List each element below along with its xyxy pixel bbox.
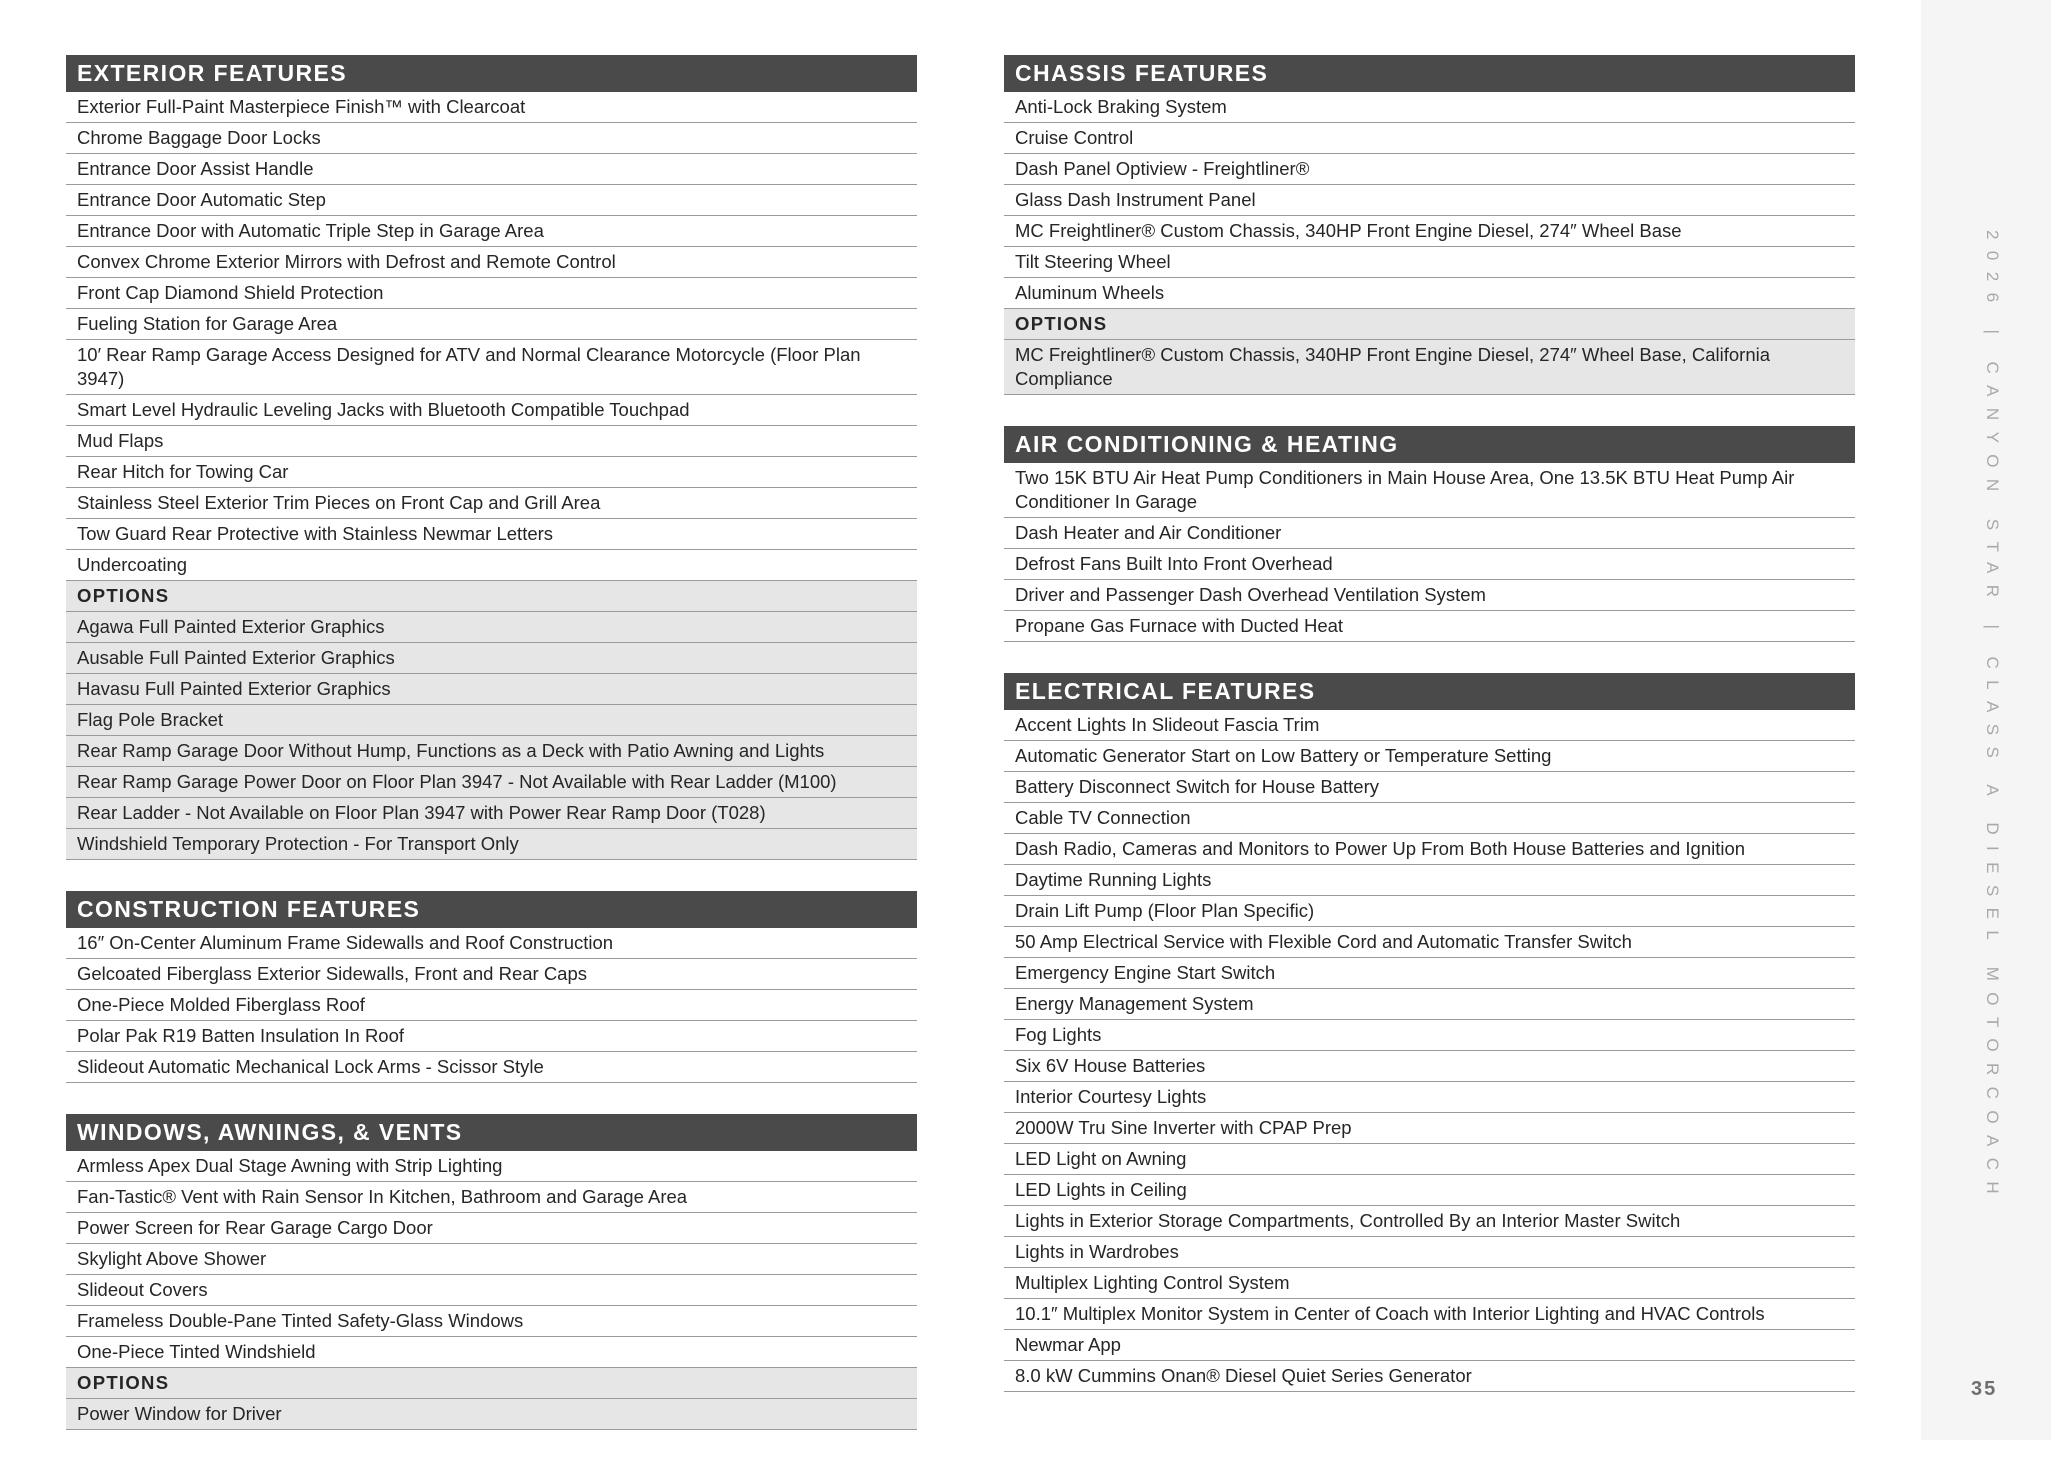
section-exterior-features xyxy=(66,55,917,860)
feature-item: Lights in Exterior Storage Compartments, Controlled By an Interior Master Switch xyxy=(1004,1206,1855,1237)
right-column xyxy=(1004,55,1855,1423)
options-label: OPTIONS xyxy=(1004,309,1855,340)
feature-item: Entrance Door Automatic Step xyxy=(66,185,917,216)
feature-item: Skylight Above Shower xyxy=(66,1244,917,1275)
page-number: 35 xyxy=(1971,1378,1998,1400)
option-item: Rear Ramp Garage Door Without Hump, Functions as a Deck with Patio Awning and Lights xyxy=(66,736,917,767)
options-label: OPTIONS xyxy=(66,1368,917,1399)
feature-item: Tilt Steering Wheel xyxy=(1004,247,1855,278)
section-chassis-features xyxy=(1004,55,1855,395)
feature-item: Battery Disconnect Switch for House Battery xyxy=(1004,772,1855,803)
option-item: Ausable Full Painted Exterior Graphics xyxy=(66,643,917,674)
feature-item: Polar Pak R19 Batten Insulation In Roof xyxy=(66,1021,917,1052)
left-column xyxy=(66,55,917,1461)
feature-item: Undercoating xyxy=(66,550,917,581)
feature-item: Entrance Door with Automatic Triple Step in Garage Area xyxy=(66,216,917,247)
feature-item: Frameless Double-Pane Tinted Safety-Glass Windows xyxy=(66,1306,917,1337)
feature-item: Dash Heater and Air Conditioner xyxy=(1004,518,1855,549)
feature-item: Dash Panel Optiview - Freightliner® xyxy=(1004,154,1855,185)
section-header: ELECTRICAL FEATURES xyxy=(1004,673,1855,710)
feature-item: 8.0 kW Cummins Onan® Diesel Quiet Series Generator xyxy=(1004,1361,1855,1392)
feature-item: One-Piece Molded Fiberglass Roof xyxy=(66,990,917,1021)
feature-item: Two 15K BTU Air Heat Pump Conditioners in Main House Area, One 13.5K BTU Heat Pump Air Conditioner In Garage xyxy=(1004,463,1855,518)
feature-item: Six 6V House Batteries xyxy=(1004,1051,1855,1082)
feature-item: Multiplex Lighting Control System xyxy=(1004,1268,1855,1299)
feature-item: Exterior Full-Paint Masterpiece Finish™ with Clearcoat xyxy=(66,92,917,123)
section-header: CONSTRUCTION FEATURES xyxy=(66,891,917,928)
option-item: MC Freightliner® Custom Chassis, 340HP Front Engine Diesel, 274″ Wheel Base, California Compliance xyxy=(1004,340,1855,395)
feature-item: 10.1″ Multiplex Monitor System in Center of Coach with Interior Lighting and HVAC Controls xyxy=(1004,1299,1855,1330)
options-label: OPTIONS xyxy=(66,581,917,612)
feature-item: Rear Hitch for Towing Car xyxy=(66,457,917,488)
feature-item: 16″ On-Center Aluminum Frame Sidewalls and Roof Construction xyxy=(66,928,917,959)
option-item: Windshield Temporary Protection - For Transport Only xyxy=(66,829,917,860)
section-windows-awnings-vents xyxy=(66,1114,917,1430)
feature-item: Fueling Station for Garage Area xyxy=(66,309,917,340)
feature-item: Slideout Automatic Mechanical Lock Arms - Scissor Style xyxy=(66,1052,917,1083)
feature-item: 50 Amp Electrical Service with Flexible Cord and Automatic Transfer Switch xyxy=(1004,927,1855,958)
feature-item: Power Screen for Rear Garage Cargo Door xyxy=(66,1213,917,1244)
section-construction-features xyxy=(66,891,917,1083)
feature-item: Cable TV Connection xyxy=(1004,803,1855,834)
feature-item: Interior Courtesy Lights xyxy=(1004,1082,1855,1113)
feature-item: Front Cap Diamond Shield Protection xyxy=(66,278,917,309)
feature-item: Emergency Engine Start Switch xyxy=(1004,958,1855,989)
feature-item: Accent Lights In Slideout Fascia Trim xyxy=(1004,710,1855,741)
feature-item: Slideout Covers xyxy=(66,1275,917,1306)
feature-item: Newmar App xyxy=(1004,1330,1855,1361)
feature-item: Glass Dash Instrument Panel xyxy=(1004,185,1855,216)
feature-item: Dash Radio, Cameras and Monitors to Power Up From Both House Batteries and Ignition xyxy=(1004,834,1855,865)
option-item: Power Window for Driver xyxy=(66,1399,917,1430)
feature-item: LED Lights in Ceiling xyxy=(1004,1175,1855,1206)
feature-item: Cruise Control xyxy=(1004,123,1855,154)
feature-item: Entrance Door Assist Handle xyxy=(66,154,917,185)
feature-item: Drain Lift Pump (Floor Plan Specific) xyxy=(1004,896,1855,927)
feature-item: 10′ Rear Ramp Garage Access Designed for ATV and Normal Clearance Motorcycle (Floor Plan 3947) xyxy=(66,340,917,395)
feature-item: Mud Flaps xyxy=(66,426,917,457)
section-header: EXTERIOR FEATURES xyxy=(66,55,917,92)
feature-item: Chrome Baggage Door Locks xyxy=(66,123,917,154)
feature-item: Fog Lights xyxy=(1004,1020,1855,1051)
feature-item: Smart Level Hydraulic Leveling Jacks with Bluetooth Compatible Touchpad xyxy=(66,395,917,426)
feature-item: Armless Apex Dual Stage Awning with Strip Lighting xyxy=(66,1151,917,1182)
feature-item: 2000W Tru Sine Inverter with CPAP Prep xyxy=(1004,1113,1855,1144)
feature-item: Propane Gas Furnace with Ducted Heat xyxy=(1004,611,1855,642)
feature-item: Lights in Wardrobes xyxy=(1004,1237,1855,1268)
feature-item: Driver and Passenger Dash Overhead Ventilation System xyxy=(1004,580,1855,611)
section-header: CHASSIS FEATURES xyxy=(1004,55,1855,92)
feature-item: Fan-Tastic® Vent with Rain Sensor In Kitchen, Bathroom and Garage Area xyxy=(66,1182,917,1213)
feature-item: One-Piece Tinted Windshield xyxy=(66,1337,917,1368)
section-header: WINDOWS, AWNINGS, & VENTS xyxy=(66,1114,917,1151)
option-item: Rear Ladder - Not Available on Floor Plan 3947 with Power Rear Ramp Door (T028) xyxy=(66,798,917,829)
feature-item: Gelcoated Fiberglass Exterior Sidewalls, Front and Rear Caps xyxy=(66,959,917,990)
feature-item: MC Freightliner® Custom Chassis, 340HP Front Engine Diesel, 274″ Wheel Base xyxy=(1004,216,1855,247)
section-air-conditioning-heating xyxy=(1004,426,1855,642)
feature-item: Automatic Generator Start on Low Battery or Temperature Setting xyxy=(1004,741,1855,772)
option-item: Agawa Full Painted Exterior Graphics xyxy=(66,612,917,643)
section-header: AIR CONDITIONING & HEATING xyxy=(1004,426,1855,463)
option-item: Havasu Full Painted Exterior Graphics xyxy=(66,674,917,705)
vertical-document-title: 2026 | CANYON STAR | CLASS A DIESEL MOTORCOACH xyxy=(1983,230,2002,1206)
feature-item: Stainless Steel Exterior Trim Pieces on Front Cap and Grill Area xyxy=(66,488,917,519)
feature-item: Tow Guard Rear Protective with Stainless Newmar Letters xyxy=(66,519,917,550)
feature-item: Daytime Running Lights xyxy=(1004,865,1855,896)
feature-item: Anti-Lock Braking System xyxy=(1004,92,1855,123)
feature-item: Convex Chrome Exterior Mirrors with Defrost and Remote Control xyxy=(66,247,917,278)
section-electrical-features xyxy=(1004,673,1855,1392)
feature-item: Energy Management System xyxy=(1004,989,1855,1020)
feature-item: LED Light on Awning xyxy=(1004,1144,1855,1175)
option-item: Rear Ramp Garage Power Door on Floor Plan 3947 - Not Available with Rear Ladder (M100) xyxy=(66,767,917,798)
feature-item: Defrost Fans Built Into Front Overhead xyxy=(1004,549,1855,580)
option-item: Flag Pole Bracket xyxy=(66,705,917,736)
feature-item: Aluminum Wheels xyxy=(1004,278,1855,309)
